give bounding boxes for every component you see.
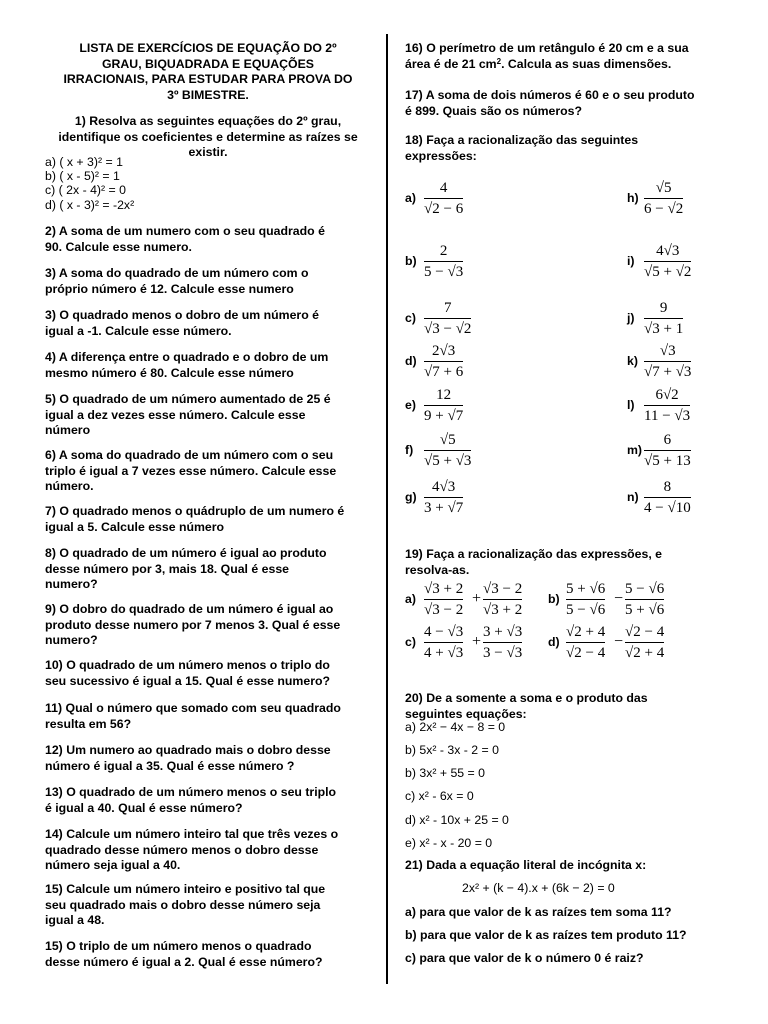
numerator: 2√3 (431, 343, 456, 359)
fraction-bar (644, 318, 683, 319)
question-line: 3) O quadrado menos o dobro de um número é (45, 308, 319, 322)
fraction (424, 432, 471, 469)
question-line: resulta em 56? (45, 716, 132, 731)
question-line: desse número por 3, mais 18. Qual é esse (45, 561, 290, 576)
question-item (45, 939, 322, 970)
item-label: f) (405, 443, 414, 457)
fraction (424, 479, 463, 516)
question-line: 3) A soma do quadrado de um número com o (45, 266, 309, 280)
fraction (424, 300, 471, 337)
item-label: k) (627, 354, 638, 368)
numerator: √2 − 4 (625, 624, 665, 640)
fraction-bar (644, 198, 683, 199)
question-line: 11) Qual o número que somado com seu quadrado (45, 701, 341, 715)
column-divider (386, 34, 388, 984)
item-label: b) (405, 254, 417, 268)
question-item (45, 224, 325, 255)
question-line: número seja igual a 40. (45, 858, 181, 872)
fraction (644, 343, 691, 380)
fraction-bar (625, 599, 664, 600)
fraction-bar (644, 405, 690, 406)
question-item (45, 504, 344, 535)
denominator: √7 + 6 (424, 364, 464, 380)
denominator: √2 − 6 (424, 201, 464, 217)
item-label: h) (627, 191, 639, 205)
question-21-c: c) para que valor de k o número 0 é raiz? (405, 951, 644, 965)
fraction-bar (644, 450, 691, 451)
question-line: mesmo número é 80. Calcule esse número (45, 365, 294, 380)
question-line: número. (45, 479, 94, 493)
denominator: 5 + √6 (625, 602, 665, 618)
question-line: é igual a 40. Qual é esse número? (45, 800, 243, 815)
item-label: a) (405, 191, 416, 205)
page-title: LISTA DE EXERCÍCIOS DE EQUAÇÃO DO 2º GRAU, BIQUADRADA E EQUAÇÕES IRRACIONAIS, PARA ESTUDAR PARA PROVA DO 3º BIMESTRE. (63, 41, 353, 102)
numerator: 9 (659, 300, 668, 316)
numerator: 8 (663, 479, 672, 495)
fraction-bar (483, 642, 522, 643)
fraction (424, 180, 463, 217)
fraction-bar (424, 497, 463, 498)
numerator: √2 + 4 (566, 624, 606, 640)
fraction-bar (644, 497, 691, 498)
fraction (644, 300, 683, 337)
fraction (424, 624, 463, 661)
question-item (45, 743, 331, 774)
fraction-bar (424, 642, 463, 643)
fraction (424, 387, 463, 424)
fraction-bar (424, 405, 463, 406)
operator: + (472, 590, 482, 607)
denominator: 4 − √10 (644, 500, 691, 516)
item-label: g) (405, 490, 417, 504)
item-label: d) (548, 635, 560, 649)
item-label: j) (627, 311, 635, 325)
question-21-a: a) para que valor de k as raízes tem soma 11? (405, 905, 672, 919)
operator: + (472, 633, 482, 650)
question-line: desse número é igual a 2. Qual é esse número? (45, 954, 323, 969)
fraction-bar (424, 361, 463, 362)
item-label: c) (405, 635, 416, 649)
numerator: 12 (436, 387, 452, 403)
question-line: igual a dez vezes esse número. Calcule esse (45, 407, 306, 422)
question-16: 16) O perímetro de um retângulo é 20 cm e a sua área é de 21 $cm^2$. Calcula as suas dimensões. (405, 41, 689, 71)
denominator: √3 + 2 (483, 602, 523, 618)
question-line: 90. Calcule esse numero. (45, 239, 192, 254)
item-label: b) (548, 592, 560, 606)
equation-item: e) x² - x - 20 = 0 (405, 836, 493, 850)
denominator: 9 + √7 (424, 408, 464, 424)
numerator: 5 + √6 (566, 581, 606, 597)
question-item (45, 392, 331, 439)
question-line: próprio número é 12. Calcule esse numero (45, 281, 294, 296)
item-label: c) (405, 311, 416, 325)
fraction (483, 581, 522, 618)
fraction (424, 243, 463, 280)
question-line: seu quadrado mais o dobro desse número seja (45, 897, 321, 912)
numerator: 4√3 (431, 479, 456, 495)
equation-item: b) 5x² - 3x - 2 = 0 (405, 743, 499, 757)
numerator: 4√3 (656, 243, 680, 259)
fraction-bar (424, 599, 463, 600)
question-line: 12) Um numero ao quadrado mais o dobro desse (45, 743, 331, 757)
denominator: 5 − √3 (424, 264, 464, 280)
numerator: √3 + 2 (424, 581, 464, 597)
literal-equation: 2x² + (k − 4).x + (6k − 2) = 0 (462, 881, 615, 895)
question-18: 18) Faça a racionalização das seguintes expressões: (405, 133, 639, 163)
fraction-bar (625, 642, 664, 643)
question-item (45, 308, 319, 339)
question-line: 2) A soma de um numero com o seu quadrado é (45, 224, 325, 238)
question-item (45, 546, 326, 593)
question-line: número é igual a 35. Qual é esse número ? (45, 758, 295, 773)
question-17: 17) A soma de dois números é 60 e o seu produto é 899. Quais são os números? (405, 88, 695, 118)
denominator: 11 − √3 (644, 408, 691, 424)
question-line: 6) A soma do quadrado de um número com o seu (45, 448, 334, 462)
denominator: √5 + √2 (644, 264, 692, 280)
item-label: l) (627, 398, 635, 412)
fraction (566, 581, 605, 618)
numerator: √5 (439, 432, 456, 448)
item-label: n) (627, 490, 639, 504)
fraction (644, 180, 683, 217)
numerator: 2 (439, 243, 448, 259)
numerator: 3 + √3 (483, 624, 523, 640)
denominator: √3 − √2 (424, 321, 472, 337)
fraction (644, 432, 691, 469)
denominator: √2 − 4 (566, 645, 606, 661)
question-20: 20) De a somente a soma e o produto das seguintes equações: (405, 691, 648, 721)
fraction-bar (424, 198, 463, 199)
fraction-bar (483, 599, 522, 600)
question-line: 15) Calcule um número inteiro e positivo tal que (45, 882, 326, 896)
item-label: i) (627, 254, 635, 268)
denominator: 5 − √6 (566, 602, 606, 618)
question-line: 15) O triplo de um número menos o quadrado (45, 939, 312, 953)
question-line: igual a 48. (45, 913, 105, 927)
question-item (45, 350, 328, 381)
denominator: √3 + 1 (644, 321, 684, 337)
fraction-bar (424, 261, 463, 262)
question-21: 21) Dada a equação literal de incógnita x: (405, 858, 647, 872)
question-item (45, 701, 341, 732)
equation-item: d) x² - 10x + 25 = 0 (405, 813, 509, 827)
fraction (644, 479, 691, 516)
numerator: √3 − 2 (483, 581, 523, 597)
numerator: 5 − √6 (625, 581, 665, 597)
question-line: 4) A diferença entre o quadrado e o dobro de um (45, 350, 329, 364)
numerator: √3 (659, 343, 676, 359)
question-line: quadrado desse número menos o dobro desse (45, 842, 319, 857)
fraction (483, 624, 522, 661)
question-line: 14) Calcule um número inteiro tal que três vezes o (45, 827, 339, 841)
question-line: 9) O dobro do quadrado de um número é igual ao (45, 602, 334, 616)
question-item (45, 602, 340, 649)
question-line: 7) O quadrado menos o quádruplo de um numero é (45, 504, 345, 518)
fraction (644, 387, 690, 424)
equation-item: a) 2x² − 4x − 8 = 0 (405, 720, 506, 734)
denominator: 4 + √3 (424, 645, 464, 661)
numerator: 4 − √3 (424, 624, 464, 640)
question-1-items: a) ( x + 3)² = 1 b) ( x - 5)² = 1 c) ( 2x - 4)² = 0 d) ( x - 3)² = -2x² (45, 155, 135, 212)
question-line: 10) O quadrado de um número menos o triplo do (45, 658, 330, 672)
question-line: numero? (45, 577, 98, 591)
fraction (625, 624, 664, 661)
fraction-bar (566, 642, 605, 643)
question-19: 19) Faça a racionalização das expressões, e resolva-as. (405, 547, 663, 577)
numerator: 7 (443, 300, 452, 316)
denominator: √7 + √3 (644, 364, 692, 380)
question-line: triplo é igual a 7 vezes esse número. Calcule esse (45, 463, 337, 478)
fraction-bar (424, 450, 471, 451)
question-line: produto desse numero por 7 menos 3. Qual é esse (45, 617, 341, 632)
question-line: número (45, 423, 91, 437)
question-item (45, 882, 325, 929)
question-line: 13) O quadrado de um número menos o seu triplo (45, 785, 337, 799)
question-line: seu sucessivo é igual a 15. Qual é esse numero? (45, 673, 331, 688)
item-label: a) (405, 592, 416, 606)
denominator: √5 + 13 (644, 453, 691, 469)
question-line: 8) O quadrado de um número é igual ao produto (45, 546, 327, 560)
equation-item: b) 3x² + 55 = 0 (405, 766, 485, 780)
denominator: 6 − √2 (644, 201, 684, 217)
equation-item: c) x² - 6x = 0 (405, 789, 474, 803)
denominator: 3 + √7 (424, 500, 464, 516)
operator: − (614, 590, 624, 607)
question-21-b: b) para que valor de k as raízes tem produto 11? (405, 928, 687, 942)
question-line: igual a 5. Calcule esse número (45, 519, 225, 534)
fraction-bar (424, 318, 471, 319)
numerator: 6√2 (655, 387, 679, 403)
denominator: √2 + 4 (625, 645, 665, 661)
item-label: m) (627, 443, 643, 457)
numerator: √5 (655, 180, 672, 196)
fraction (424, 343, 463, 380)
item-label: e) (405, 398, 416, 412)
fraction (644, 243, 691, 280)
question-item (45, 448, 336, 495)
item-label: d) (405, 354, 417, 368)
question-line: igual a -1. Calcule esse número. (45, 323, 232, 338)
question-line: numero? (45, 633, 98, 647)
fraction-bar (566, 599, 605, 600)
question-item (45, 266, 309, 297)
fraction (424, 581, 463, 618)
denominator: √5 + √3 (424, 453, 472, 469)
question-item (45, 785, 336, 816)
operator: − (614, 633, 624, 650)
fraction (566, 624, 605, 661)
fraction (625, 581, 664, 618)
denominator: √3 − 2 (424, 602, 464, 618)
numerator: 4 (439, 180, 448, 196)
fraction-bar (644, 361, 691, 362)
question-line: 5) O quadrado de um número aumentado de 25 é (45, 392, 331, 406)
numerator: 6 (663, 432, 672, 448)
denominator: 3 − √3 (483, 645, 523, 661)
question-1: 1) Resolva as seguintes equações do 2º grau, identifique os coeficientes e determine as raízes se existir. (58, 114, 358, 159)
fraction-bar (644, 261, 691, 262)
question-item (45, 827, 338, 874)
question-item (45, 658, 330, 689)
